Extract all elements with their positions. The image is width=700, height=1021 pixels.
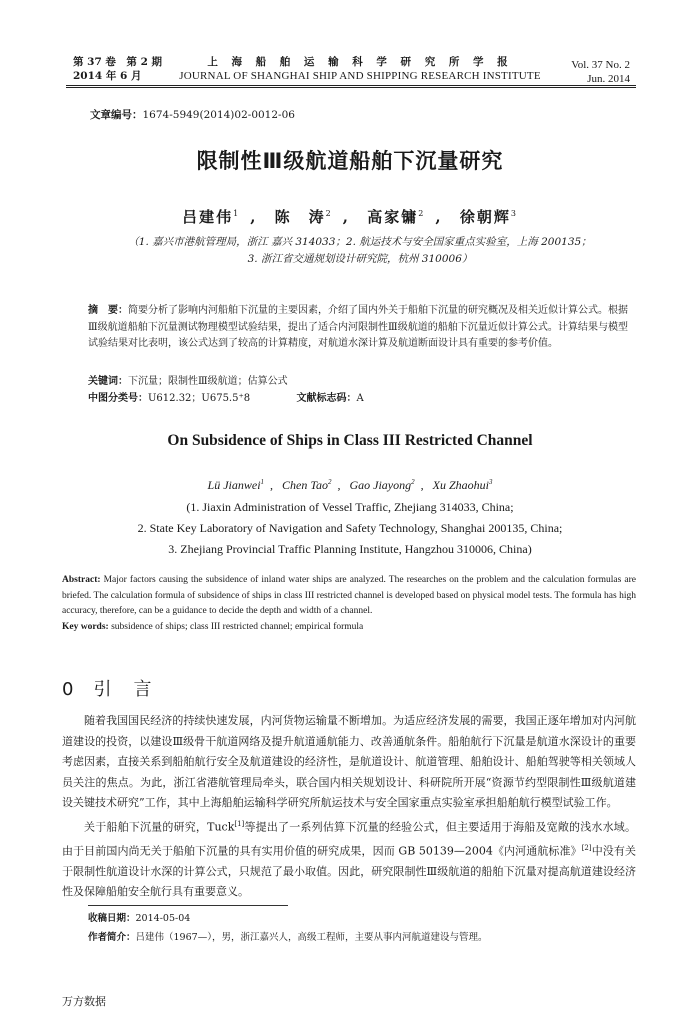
- author-en-2: Chen Tao: [282, 478, 328, 492]
- abstract-en-text: Major factors causing the subsidence of inland water ships are analyzed. The researches on the problem and the calculation formulas are briefed. The calculation formula of subsidence of ships in class III restricted channel is developed based on physical model tests. The formula has high accuracy, therefore, can be a guidance to decide the depth and width of a channel.: [62, 575, 636, 616]
- keywords-en-text: subsidence of ships; class III restricted channel; empirical formula: [108, 621, 364, 632]
- section-title: 引 言: [93, 679, 154, 700]
- section-heading: [62, 675, 153, 701]
- volume-cn: 第 37 卷 第 2 期: [73, 56, 163, 68]
- author-cn-2-sup: 2: [325, 209, 333, 218]
- clc-value: U612.32；U675.5⁺8: [148, 393, 251, 404]
- article-number: [90, 107, 295, 122]
- title-cn: 限制性Ⅲ级航道船舶下沉量研究: [196, 149, 504, 173]
- keywords-cn: [88, 374, 628, 391]
- date-en: Jun. 2014: [587, 73, 630, 85]
- affiliation-en-line-3: 3. Zhejiang Provincial Traffic Planning Institute, Hangzhou 310006, China): [168, 542, 532, 556]
- author-en-2-sup: 2: [327, 478, 332, 486]
- affiliation-cn-line-2: 3. 浙江省交通规划设计研究院，杭州 310006）: [247, 253, 473, 265]
- issue-info: [73, 55, 162, 83]
- citation-ref-1[interactable]: [1]: [234, 819, 245, 828]
- journal-name-cn: 上 海 船 舶 运 输 科 学 研 究 所 学 报: [207, 56, 513, 68]
- abstract-en: [62, 573, 636, 635]
- author-en-1: Lü Jianwei: [207, 478, 261, 492]
- received-value: 2014-05-04: [135, 913, 191, 924]
- body-paragraph-1: 随着我国国民经济的持续快速发展，内河货物运输量不断增加。为适应经济发展的需要，我国正逐年增加对内河航道建设的投资，以建设Ⅲ级骨干航道网络及提升航道通航能力、改善通航条件。船舶航行下沉量是航道水深设计的重要考虑因素，直接关系到船舶航行安全及航道建设的经济性，是航道设计、航道管理、船舶设计、船舶驾驶等相关领域人员关注的焦点。为此，浙江省港航管理局牵头，联合国内相关规划设计、科研院所开展“资源节约型限制性Ⅲ级航道建设关键技术研究”工作，其中上海船舶运输科学研究所航运技术与安全国家重点实验室承担船舶航行模型试验工作。: [62, 714, 636, 809]
- issue-info-en: [560, 58, 630, 86]
- author-en-4: Xu Zhaohui: [432, 478, 489, 492]
- abstract-cn: [88, 303, 628, 353]
- author-cn-1: 吕建伟: [182, 208, 234, 226]
- article-number-label: 文章编号：: [90, 109, 143, 121]
- abstract-cn-label: 摘 要：: [88, 305, 128, 316]
- volume-en: Vol. 37 No. 2: [571, 59, 630, 71]
- doc-code-label: 文献标志码：: [296, 393, 357, 404]
- doc-code-value: A: [356, 393, 364, 404]
- article-number-value: 1674-5949(2014)02-0012-06: [142, 109, 295, 121]
- author-bio-label: 作者简介：: [88, 932, 136, 943]
- author-cn-3: 高家镛: [367, 208, 419, 226]
- footer-watermark: 万方数据: [62, 995, 106, 1008]
- section-number: 0: [62, 679, 76, 700]
- author-cn-4-sup: 3: [510, 209, 518, 218]
- keywords-cn-text: 下沉量；限制性Ⅲ级航道；估算公式: [128, 376, 288, 387]
- classification-cn: [88, 391, 628, 408]
- received-label: 收稿日期：: [88, 913, 136, 924]
- keywords-cn-label: 关键词：: [88, 376, 128, 387]
- citation-ref-2[interactable]: [2]: [581, 843, 592, 852]
- received-date: [88, 910, 636, 928]
- authors-en: Lü Jianwei$^1$ , Chen Tao$^2$ , Gao Jiayong$^2$ , Xu Zhaohui$^3$: [207, 478, 493, 492]
- authors-cn: 吕建伟$^1$ , 陈 涛$^2$ , 高家镛$^2$ , 徐朝辉$^3$: [182, 208, 518, 226]
- author-bio: [88, 929, 636, 947]
- title-en: On Subsidence of Ships in Class III Restricted Channel: [167, 432, 533, 449]
- clc-label: 中图分类号：: [88, 393, 148, 404]
- author-en-3-sup: 2: [411, 478, 415, 486]
- affiliation-en-line-1: (1. Jiaxin Administration of Vessel Traffic, Zhejiang 314033, China;: [186, 500, 514, 514]
- abstract-cn-text: 简要分析了影响内河船舶下沉量的主要因素，介绍了国内外关于船舶下沉量的研究概况及相关近似计算公式。根据Ⅲ级航道船舶下沉量测试物理模型试验结果，提出了适合内河限制性Ⅲ级航道的船舶下沉量近似计算公式。计算结果与模型试验结果对比表明，该公式达到了较高的计算精度，对航道水深计算及航道断面设计具有重要的参考价值。: [88, 305, 628, 349]
- header-rule: [66, 85, 636, 86]
- author-cn-1-sup: 1: [233, 209, 241, 218]
- journal-name: [170, 55, 550, 83]
- body-paragraph-2: 关于船舶下沉量的研究，Tuck[1]等提出了一系列估算下沉量的经验公式，但主要适用于海船及宽敞的浅水水域。由于目前国内尚无关于船舶下沉量的具有实用价值的研究成果，因而 GB 50139—2004《内河通航标准》[2]中没有关于限制性航道设计水深的计算公式，只规范了最小取值。因此，研究限制性Ⅲ级航道的船舶下沉量对提高航道建设经济性及保障船舶安全航行具有重要意义。: [62, 819, 636, 899]
- date-cn: 2014 年 6 月: [73, 70, 142, 82]
- affiliation-en-line-2: 2. State Key Laboratory of Navigation and Safety Technology, Shanghai 200135, China;: [137, 521, 563, 535]
- journal-name-en: JOURNAL OF SHANGHAI SHIP AND SHIPPING RESEARCH INSTITUTE: [179, 70, 541, 82]
- author-en-4-sup: 3: [488, 478, 493, 486]
- author-cn-3-sup: 2: [418, 209, 426, 218]
- abstract-en-label: Abstract:: [62, 575, 101, 585]
- author-en-1-sup: 1: [260, 478, 265, 486]
- author-cn-2: 陈 涛: [274, 208, 326, 226]
- keywords-en-label: Key words:: [62, 621, 109, 632]
- body-text: [62, 711, 636, 903]
- author-cn-4: 徐朝辉: [459, 208, 511, 226]
- header-rule-2: [66, 87, 636, 88]
- footnote-rule: [88, 905, 288, 906]
- affiliation-cn-line-1: （1. 嘉兴市港航管理局，浙江 嘉兴 314033；2. 航运技术与安全国家重点实验室，上海 200135；: [128, 236, 592, 248]
- author-en-3: Gao Jiayong: [349, 478, 412, 492]
- author-bio-text: 吕建伟（1967—），男，浙江嘉兴人，高级工程师，主要从事内河航道建设与管理。: [135, 932, 488, 943]
